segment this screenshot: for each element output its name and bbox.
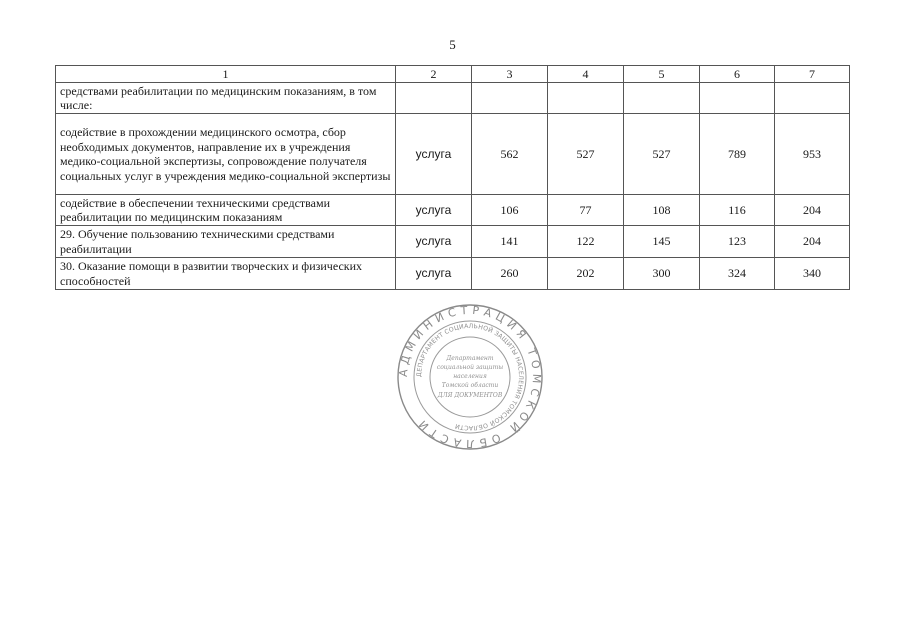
- value-cell: 527: [548, 114, 624, 195]
- value-cell: 324: [700, 258, 775, 290]
- service-name: 30. Оказание помощи в развитии творческих и физических способностей: [56, 258, 396, 290]
- stamp-center-line: Томской области: [441, 382, 499, 389]
- column-header: 1: [56, 66, 396, 83]
- value-cell: 202: [548, 258, 624, 290]
- page-number: 5: [449, 37, 456, 52]
- stamp-center-line: социальной защиты: [436, 364, 504, 371]
- service-name: содействие в прохождении медицинского осмотра, сбор необходимых документов, направление их в учреждения медико-социальной экспертизы, сопровождение получателя социальных услуг в учреждения медико-социальной экспертизы: [56, 114, 396, 195]
- value-cell: 260: [472, 258, 548, 290]
- column-header: 5: [624, 66, 700, 83]
- value-cell: [700, 83, 775, 114]
- value-cell: 527: [624, 114, 700, 195]
- value-cell: 953: [775, 114, 850, 195]
- unit-cell: [396, 83, 472, 114]
- value-cell: 106: [472, 195, 548, 226]
- value-cell: [775, 83, 850, 114]
- value-cell: 122: [548, 226, 624, 258]
- stamp-center-line: Департамент: [446, 355, 494, 362]
- table-row: [56, 226, 850, 258]
- column-header: 3: [472, 66, 548, 83]
- value-cell: 789: [700, 114, 775, 195]
- unit-cell: услуга: [396, 114, 472, 195]
- unit-cell: услуга: [396, 195, 472, 226]
- value-cell: [472, 83, 548, 114]
- services-table: [55, 65, 850, 290]
- column-header: 4: [548, 66, 624, 83]
- value-cell: 562: [472, 114, 548, 195]
- value-cell: [624, 83, 700, 114]
- value-cell: 108: [624, 195, 700, 226]
- table-row: [56, 114, 850, 195]
- unit-cell: услуга: [396, 258, 472, 290]
- value-cell: 204: [775, 226, 850, 258]
- table-row: [56, 258, 850, 290]
- value-cell: 204: [775, 195, 850, 226]
- service-name: 29. Обучение пользованию техническими средствами реабилитации: [56, 226, 396, 258]
- value-cell: [548, 83, 624, 114]
- value-cell: 123: [700, 226, 775, 258]
- column-header: 6: [700, 66, 775, 83]
- service-name: средствами реабилитации по медицинским показаниям, в том числе:: [56, 83, 396, 114]
- table-row: [56, 195, 850, 226]
- value-cell: 141: [472, 226, 548, 258]
- official-stamp: [395, 302, 545, 452]
- unit-cell: услуга: [396, 226, 472, 258]
- column-header: 2: [396, 66, 472, 83]
- stamp-outer-text: АДМИНИСТРАЦИЯ ТОМСКОЙ ОБЛАСТИ: [396, 303, 544, 451]
- stamp-center-line: населения: [453, 373, 487, 380]
- service-name: содействие в обеспечении техническими средствами реабилитации по медицинским показаниям: [56, 195, 396, 226]
- stamp-center-line: ДЛЯ ДОКУМЕНТОВ: [437, 392, 503, 399]
- value-cell: 340: [775, 258, 850, 290]
- stamp-middle-text: ДЕПАРТАМЕНТ СОЦИАЛЬНОЙ ЗАЩИТЫ НАСЕЛЕНИЯ ТОМСКОЙ ОБЛАСТИ: [415, 322, 525, 432]
- column-header: 7: [775, 66, 850, 83]
- header-row: [56, 66, 850, 83]
- value-cell: 116: [700, 195, 775, 226]
- value-cell: 77: [548, 195, 624, 226]
- value-cell: 300: [624, 258, 700, 290]
- table-row: [56, 83, 850, 114]
- value-cell: 145: [624, 226, 700, 258]
